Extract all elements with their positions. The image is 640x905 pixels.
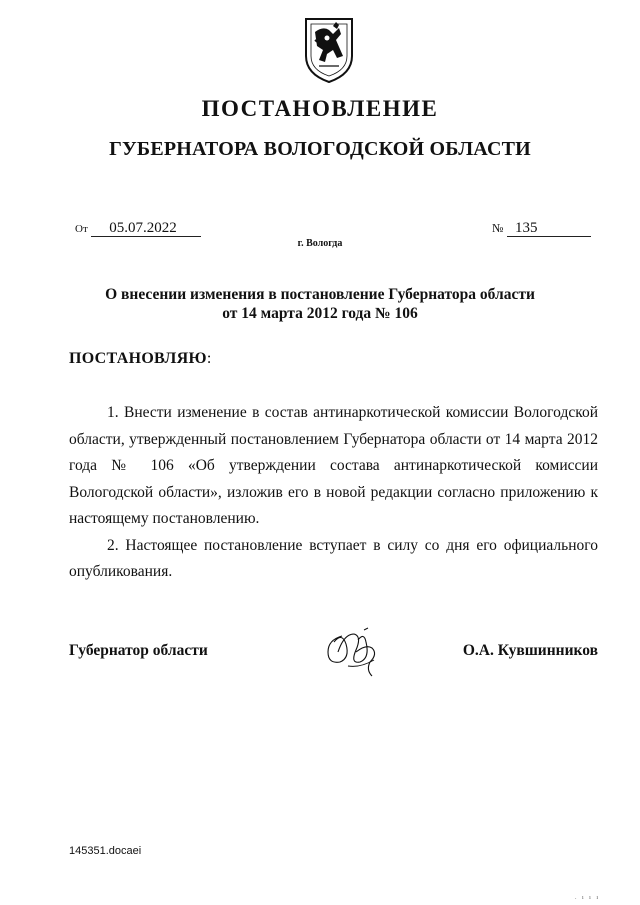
subject-line-1: О внесении изменения в постановление Губернатора области [105, 286, 535, 303]
resolves-word: ПОСТАНОВЛЯЮ [69, 350, 207, 367]
handwritten-signature-icon [320, 622, 384, 678]
body-item-1: 1. Внести изменение в состав антинаркотической комиссии Вологодской области, утвержденный постановлением Губернатора области от 14 марта 2012 года № 106 «Об утверждении состава антинаркотической комиссии Вологодской области», изложив его в новой редакции согласно приложению к настоящему постановлению. [69, 404, 598, 527]
issue-city: г. Вологда [297, 238, 343, 249]
document-title: ПОСТАНОВЛЕНИЕ [201, 96, 439, 121]
resolves-colon: : [206, 350, 212, 367]
number-row [492, 220, 591, 237]
subject-line-2: от 14 марта 2012 года № 106 [222, 305, 418, 322]
document-date: 05.07.2022 [91, 220, 201, 237]
document-subject [60, 285, 580, 323]
body-item-2: 2. Настоящее постановление вступает в силу со дня его официального опубликования. [69, 536, 598, 580]
scan-marks: . ı ı ı [575, 895, 601, 901]
vologda-coat-of-arms-icon [303, 16, 355, 84]
signatory-position: Губернатор области [69, 642, 208, 659]
date-row [75, 220, 201, 237]
resolves-heading [69, 350, 211, 368]
number-label: № [492, 221, 504, 235]
document-issuer: ГУБЕРНАТОРА ВОЛОГОДСКОЙ ОБЛАСТИ [109, 138, 531, 160]
document-body [69, 400, 598, 586]
date-label: От [75, 223, 88, 235]
file-reference: 145351.docaei [69, 845, 142, 857]
signatory-name: О.А. Кувшинников [462, 642, 598, 659]
document-number: 135 [507, 220, 591, 237]
